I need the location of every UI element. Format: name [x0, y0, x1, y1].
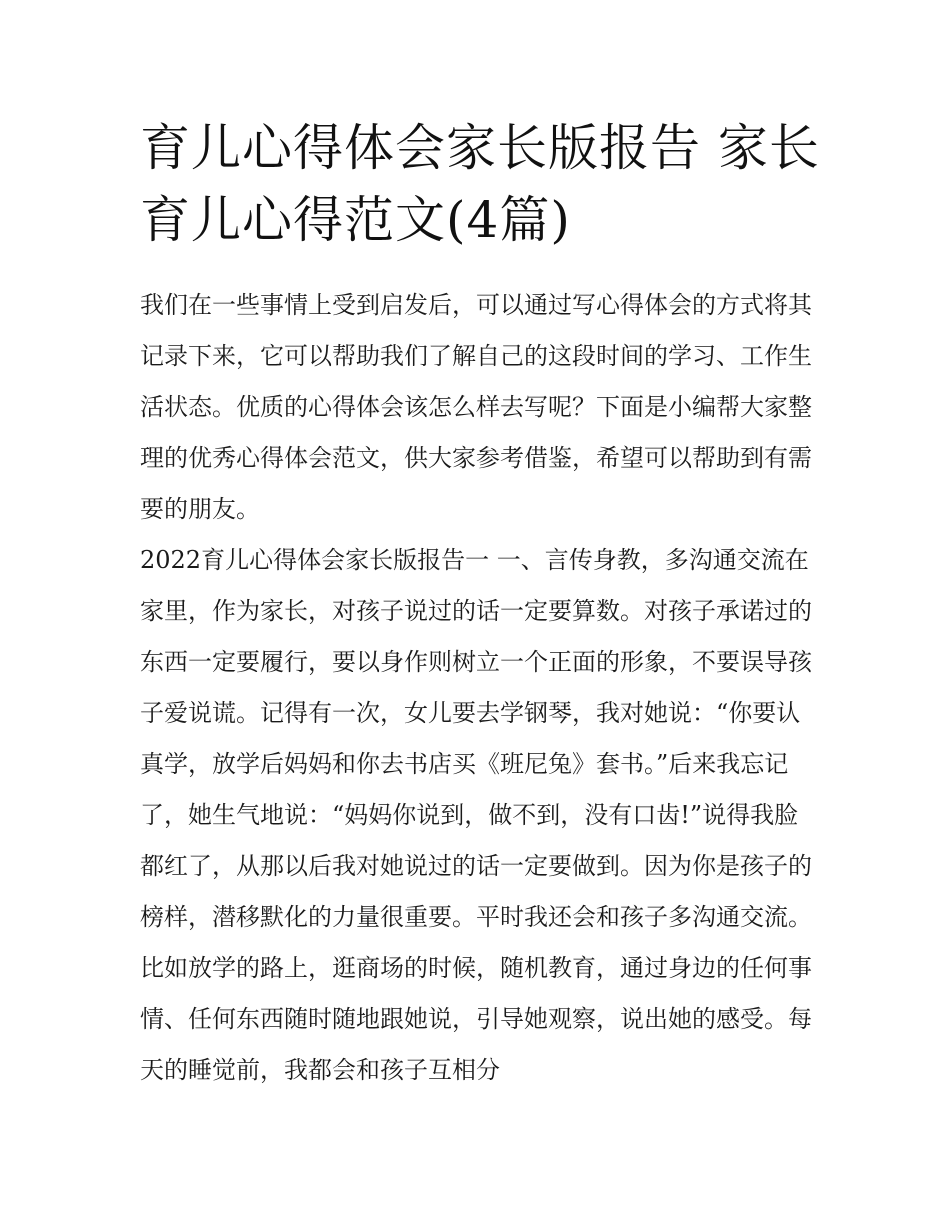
document-title: 育儿心得体会家长版报告 家长育儿心得范文(4篇)	[140, 119, 820, 249]
document-body	[140, 280, 820, 1096]
intro-paragraph: 我们在一些事情上受到启发后，可以通过写心得体会的方式将其记录下来，它可以帮助我们了解自己的这段时间的学习、工作生活状态。优质的心得体会该怎么样去写呢？下面是小编帮大家整理的优秀心得体会范文，供大家参考借鉴，希望可以帮助到有需要的朋友。	[140, 291, 812, 523]
section-one-paragraph: 2022育儿心得体会家长版报告一 一、言传身教，多沟通交流在家里，作为家长，对孩子说过的话一定要算数。对孩子承诺过的东西一定要履行，要以身作则树立一个正面的形象，不要误导孩子爱说谎。记得有一次，女儿要去学钢琴，我对她说：“你要认真学，放学后妈妈和你去书店买《班尼兔》套书。”后来我忘记了，她生气地说：“妈妈你说到，做不到，没有口齿!”说得我脸都红了，从那以后我对她说过的话一定要做到。因为你是孩子的榜样，潜移默化的力量很重要。平时我还会和孩子多沟通交流。比如放学的路上，逛商场的时候，随机教育，通过身边的任何事情、任何东西随时随地跟她说，引导她观察，说出她的感受。每天的睡觉前，我都会和孩子互相分	[140, 546, 812, 1084]
